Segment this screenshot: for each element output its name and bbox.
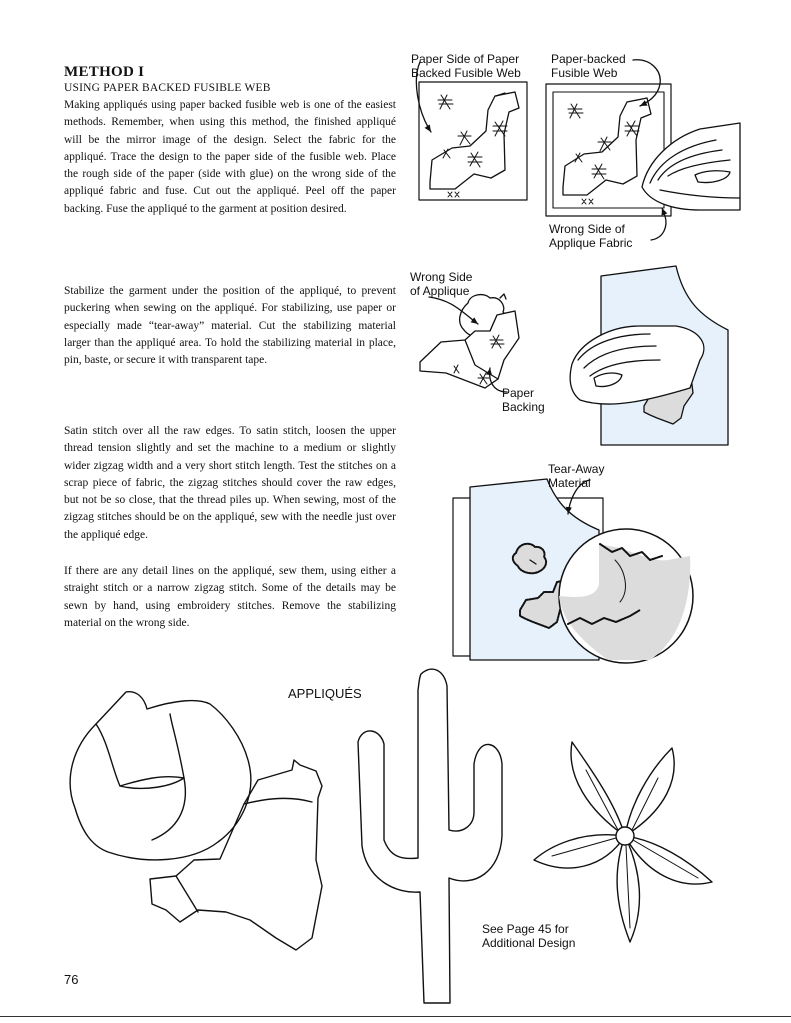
caption-wrong-side-fabric: Wrong Side of Applique Fabric: [549, 222, 633, 250]
instruction-paragraph-stabilize: Stabilize the garment under the position of the appliqué, to prevent puckering when sewing on the appliqué. For stabilizing, use paper or especially made “tear-away” material. Cut the stabilizing material larger than the appliqué area. To hold the stabilizing material in place, pin, baste, or secure it with transparent tape.: [64, 285, 396, 367]
peel-paper-backing-figure: [420, 294, 519, 392]
boot-pattern: [150, 760, 322, 950]
satin-stitch-figure: [453, 479, 693, 663]
cactus-pattern: [358, 669, 502, 1003]
instruction-paragraph-details: If there are any detail lines on the appliqué, sew them, using either a straight stitch or a narrow zigzag stitch. Some of the details may be sewn by hand, using embroidery stitches. Remove the stabilizing material on the wrong side.: [64, 565, 396, 629]
caption-paper-backed: Paper-backed Fusible Web: [551, 52, 626, 80]
page-number: 76: [64, 972, 79, 987]
section-title: METHOD I: [64, 64, 145, 80]
bottom-rule: [0, 1016, 791, 1017]
caption-wrong-side-applique: Wrong Side of Applique: [410, 270, 473, 298]
instruction-paragraph-satin-stitch: Satin stitch over all the raw edges. To satin stitch, loosen the upper thread tension slightly and set the machine to a medium or slightly wider zigzag width and a very short stitch length. Test the stitches on a scrap piece of fabric, the zigzag stitches should cover the raw edges, but not be so close, that the thread piles up. When sewing, most of the zigzag stitches should be on the appliqué, sew with the needle just over the appliqué edge.: [64, 425, 396, 541]
fusible-web-on-fabric-figure: [546, 60, 740, 240]
caption-paper-backing: Paper Backing: [502, 386, 545, 414]
hat-pattern: [70, 692, 251, 860]
fusible-web-paper-side-figure: [416, 62, 527, 200]
caption-see-page: See Page 45 for Additional Design: [482, 922, 576, 950]
instruction-paragraph-fuse: Making appliqués using paper backed fusible web is one of the easiest methods. Remember, when using this method, the finished appliqué will be the mirror image of the design. Select the fabric for the appliqué. Trace the design to the paper side of the fusible web. Place the rough side of the paper (side with glue) on the wrong side of the appliqué fabric and fuse. Cut out the appliqué. Peel off the paper backing. Fuse the appliqué to the garment at position desired.: [64, 99, 396, 215]
section-subtitle: USING PAPER BACKED FUSIBLE WEB: [64, 82, 271, 94]
appliques-label: APPLIQUÉS: [288, 686, 362, 701]
caption-tear-away: Tear-Away Material: [548, 462, 605, 490]
flower-pattern: [534, 742, 712, 942]
garment-with-iron-figure: [570, 266, 728, 445]
caption-paper-side: Paper Side of Paper Backed Fusible Web: [411, 52, 521, 80]
